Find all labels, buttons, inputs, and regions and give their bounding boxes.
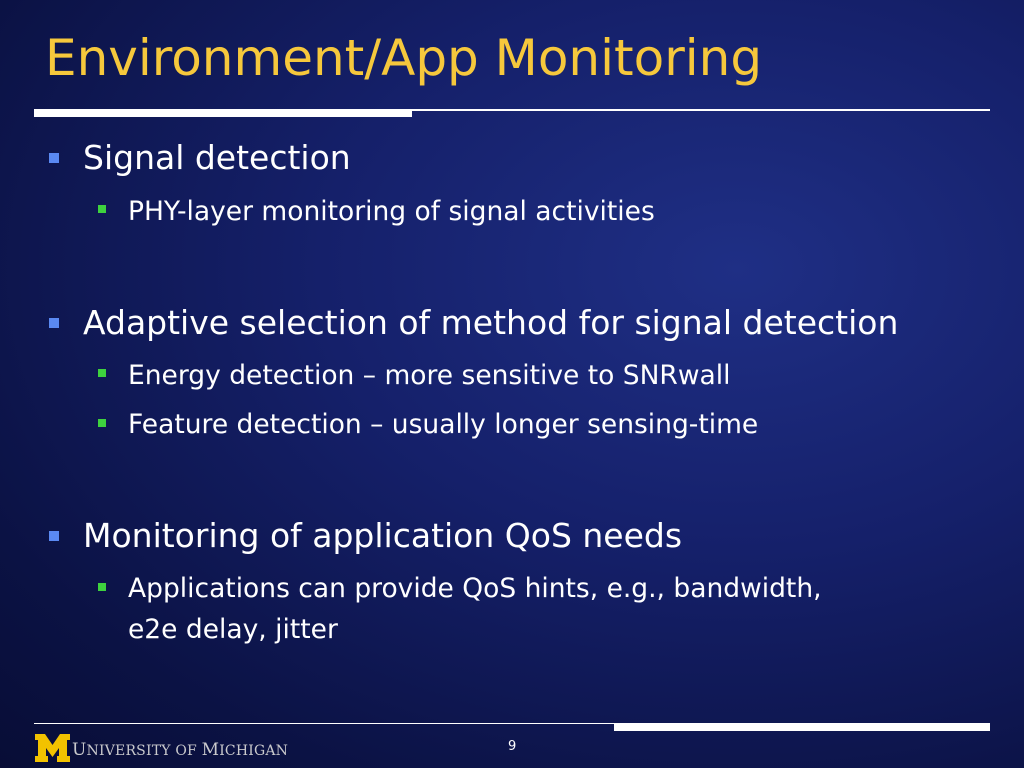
sub-bullet-marker-icon	[98, 369, 106, 377]
bullet-marker-icon	[49, 318, 59, 328]
university-wordmark: UNIVERSITY OF MICHIGAN	[72, 740, 289, 760]
bullet-marker-icon	[49, 531, 59, 541]
bullet-item: Monitoring of application QoS needs	[83, 516, 683, 555]
sub-bullet-item-continuation: e2e delay, jitter	[128, 614, 338, 645]
footer-divider-thick	[614, 724, 990, 731]
university-block-m-logo-icon	[34, 733, 71, 763]
sub-bullet-marker-icon	[98, 419, 106, 427]
bullet-item: Signal detection	[83, 138, 351, 177]
bullet-item: Adaptive selection of method for signal detection	[83, 303, 899, 342]
sub-bullet-item: Applications can provide QoS hints, e.g., bandwidth,	[128, 573, 822, 604]
page-number: 9	[508, 739, 517, 754]
sub-bullet-marker-icon	[98, 205, 106, 213]
bullet-marker-icon	[49, 153, 59, 163]
sub-bullet-marker-icon	[98, 583, 106, 591]
sub-bullet-item: Energy detection – more sensitive to SNRwall	[128, 360, 731, 391]
sub-bullet-item: PHY-layer monitoring of signal activities	[128, 196, 655, 227]
slide-title: Environment/App Monitoring	[45, 29, 763, 87]
sub-bullet-item: Feature detection – usually longer sensing-time	[128, 409, 759, 440]
